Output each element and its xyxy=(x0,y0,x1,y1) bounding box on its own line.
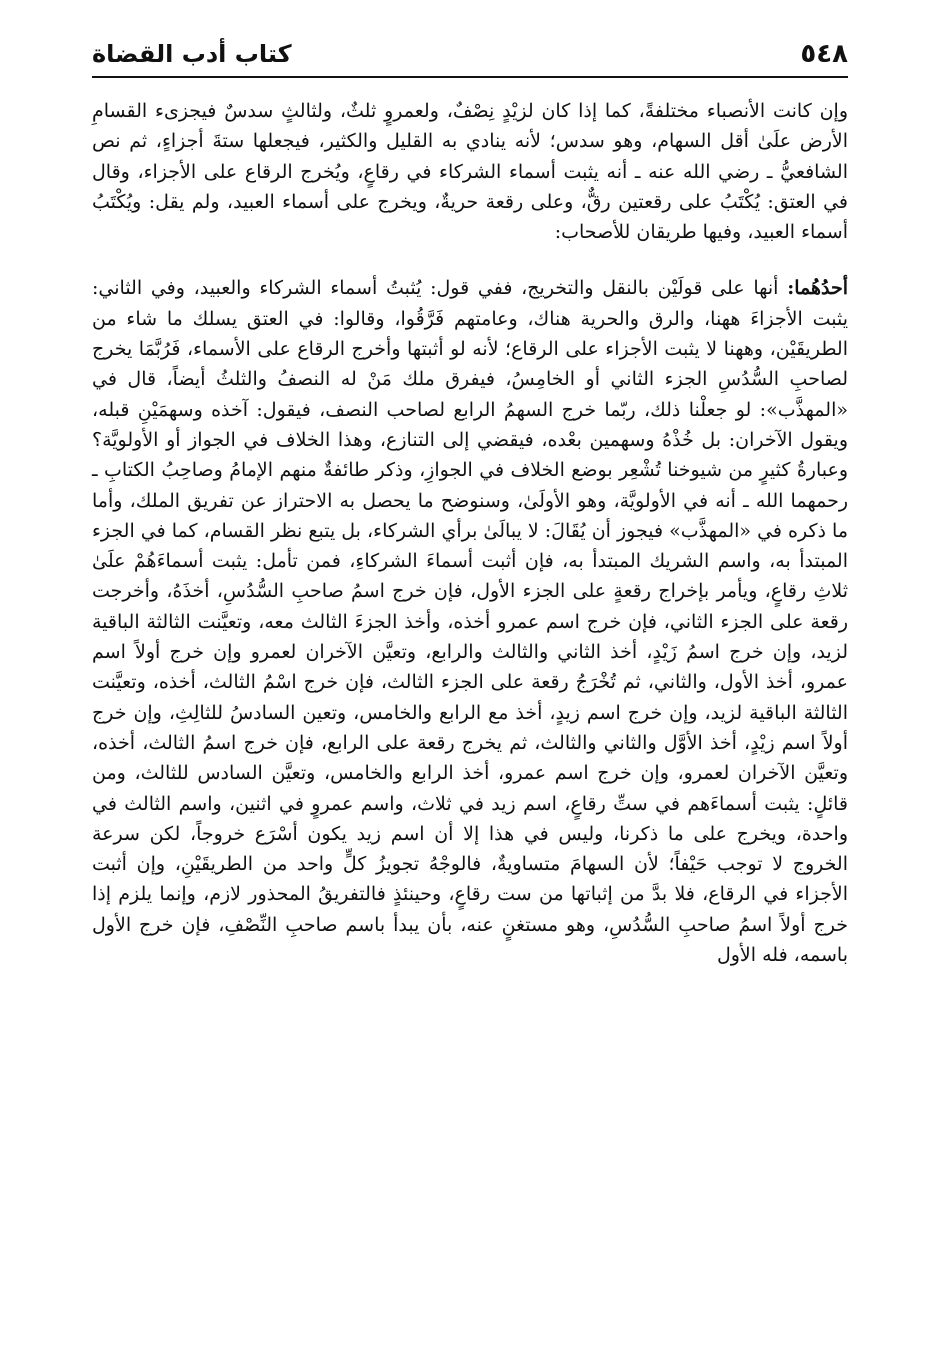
book-title: كتاب أدب القضاة xyxy=(92,40,292,68)
page-header xyxy=(92,36,848,76)
paragraph-1 xyxy=(92,96,848,247)
paragraph-2 xyxy=(92,273,848,970)
header-divider xyxy=(92,76,848,78)
body-text xyxy=(92,96,848,970)
paragraph-1-text: وإن كانت الأنصباء مختلفةً، كما إذا كان لزيْدٍ نِصْفٌ، ولعمروٍ ثلثٌ، ولثالثٍ سدسٌ فيجزىء القسامِ الأرض علَىٰ أقل السهام، وهو سدس؛ لأنه ينادي به القليل والكثير، فيجعلها ستةَ أجزاءٍ، ثم نص الشافعيُّ ـ رضي الله عنه ـ أنه يثبت أسماء الشركاء في رقاعٍ، ويُخرج الرقاع على الأجزاء، وقال في العتق: يُكْتَبُ على رقعتين رقٌّ، وعلى رقعة حريةٌ، ويخرج على أسماء العبيد، ولم يقل: ويُكْتَبُ أسماء العبيد، وفيها طريقان للأصحاب: xyxy=(92,100,849,244)
paragraph-2-text: أنها على قولَيْن بالنقل والتخريج، ففي قول: يُثبتُ أسماء الشركاء والعبيد، وفي الثاني: يثبت الأجزاءَ ههنا، والرق والحرية هناك، وعامتهم فَرَّقُوا، وقالوا: في العتق يسلك ما شاء من الطريقَيْن، وههنا لا يثبت الأجزاء على الرقاع؛ لأنه لو أثبتها وأخرج الرقاع على الأسماء، فَرُبَّمَا يخرج لصاحبِ السُّدُسِ الجزء الثاني أو الخامِسُ، فيفرق ملك مَنْ له النصفُ والثلثُ أيضاً، قال في «المهذَّب»: لو جعلْنا ذلك، ربّما خرج السهمُ الرابع لصاحب النصف، فيقول: آخذه وسهمَيْنِ قبله، ويقول الآخران: بل خُذْهُ وسهمين بعْده، فيقضي إلى التنازع، وهذا الخلاف في الجواز أو الأولويَّة؟ وعبارةُ كثيرٍ من شيوخنا تُشْعِر بوضع الخلاف في الجوازِ، وذكر طائفةٌ منهم الإمامُ وصاحِبُ الكتابِ ـ رحمهما الله ـ أنه في الأولويَّة، وهو الأولَىٰ، وسنوضح ما يحصل به الاحتراز عن تفريق الملك، وأما ما ذكره في «المهذَّب» فيجوز أن يُقَالَ: لا يبالَىٰ برأي الشركاء، بل يتبع نظر القسام، كما في الجزء المبتدأ به، واسم الشريك المبتدأ به، فإن أثبت أسماءَ الشركاءِ، فمن تأمل: يثبت أسماءَهُمْ علَىٰ ثلاثِ رقاعٍ، ويأمر بإخراج رقعةٍ على الجزء الأول، فإن خرج اسمُ صاحبِ السُّدُسِ، أخذَهُ، وأخرجت رقعة على الجزء الثاني، فإن خرج اسم عمرو أخذه، وأخذ الجزءَ الثالث معه، وتعيَّنت الثالثة الباقية لزيد، وإن خرج اسمُ زَيْدٍ، أخذ الثاني والثالث والرابع، وتعيَّن الآخران لعمرو وإن خرج أولاً اسم عمرو، أخذ الأول، والثاني، ثم تُخْرَجُ رقعة على الجزء الثالث، فإن خرج اسْمُ الثالث، أخذه، وتعيَّنت الثالثة الباقية لزيد، وإن خرج اسم زيدٍ، أخذ مع الرابع والخامس، وتعين السادسُ للثالِثِ، وإن خرج أولاً اسم زيْدٍ، أخذ الأوَّل والثاني والثالث، ثم يخرج رقعة على الرابع، فإن خرج اسمُ الثالث، أخذه، وتعيَّن الآخران لعمرو، وإن خرج اسم عمرو، أخذ الرابع والخامس، وتعيَّن السادس للثالث، ومن قائلٍ: يثبت أسماءَهم في ستِّ رقاعٍ، اسم زيد في ثلاث، واسم عمروٍ في اثنين، واسم الثالث في واحدة، ويخرج على ما ذكرنا، وليس في هذا إلا أن اسم زيد يكون أسْرَع خروجاً، لكن سرعة الخروج لا توجب حَيْفاً؛ لأن السهامَ متساويةٌ، فالوجْهُ تجويزُ كلٍّ واحد من الطريقَيْنِ، وإن أثبت الأجزاء في الرقاع، فلا بدَّ من إثباتها من ست رقاعٍ، وحينئذٍ فالتفريقُ المحذور لازم، وإنما يلزم إذا خرج أولاً اسمُ صاحبِ السُّدُسِ، وهو مستغنٍ عنه، بأن يبدأ باسم صاحبِ النِّصْفِ، فإن خرج الأول باسمه، فله الأول xyxy=(92,277,848,967)
page-number: ٥٤٨ xyxy=(800,39,848,69)
paragraph-2-lead-word: أحدُهُما: xyxy=(787,277,848,300)
